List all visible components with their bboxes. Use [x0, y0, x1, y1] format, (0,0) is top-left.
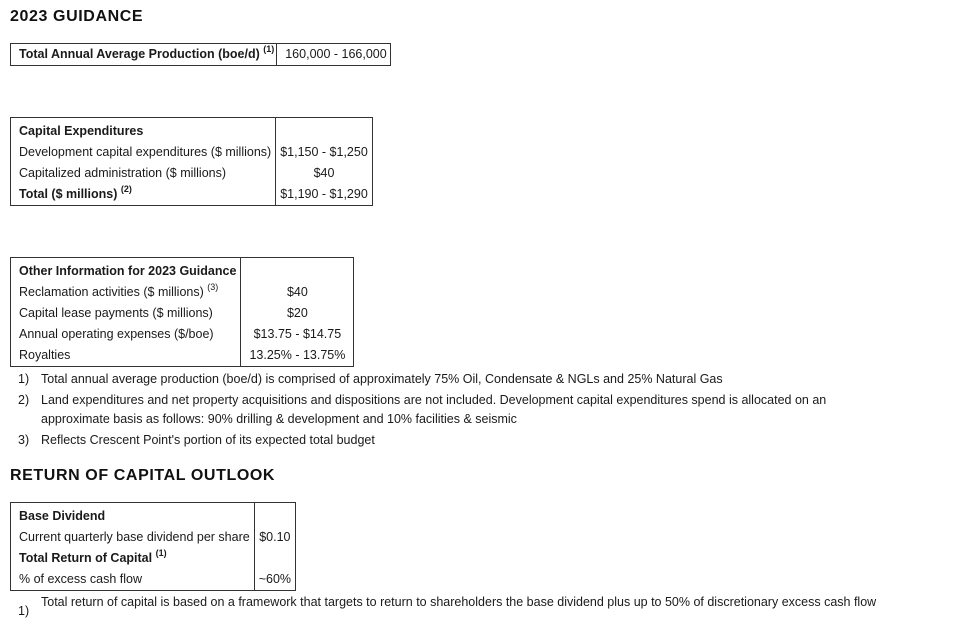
capex-header-value [276, 118, 373, 143]
production-table [10, 43, 391, 66]
other-info-header-value [241, 258, 354, 283]
capex-row-value: $40 [276, 163, 373, 184]
lease-value: $20 [241, 303, 354, 324]
excess-cash-flow-label: % of excess cash flow [19, 572, 142, 586]
capex-row-label: Development capital expenditures ($ millions) [19, 145, 272, 159]
base-dividend-header-value [254, 503, 295, 528]
royalties-value: 13.25% - 13.75% [241, 345, 354, 367]
capex-row-value: $1,150 - $1,250 [276, 142, 373, 163]
return-table [10, 502, 296, 591]
capex-header: Capital Expenditures [19, 124, 144, 138]
other-info-header: Other Information for 2023 Guidance [19, 264, 237, 278]
lease-label: Capital lease payments ($ millions) [19, 306, 213, 320]
other-info-table [10, 257, 354, 367]
total-return-note: (1) [155, 548, 167, 558]
return-footnotes [10, 593, 905, 618]
footnote: 3) Reflects Crescent Point's portion of its expected total budget [18, 433, 375, 447]
footnote: 1) Total annual average production (boe/d) is comprised of approximately 75% Oil, Condensate & NGLs and 25% Natural Gas [18, 372, 723, 386]
opex-label: Annual operating expenses ($/boe) [19, 327, 214, 341]
total-return-header: Total Return of Capital $^{(1)}$ [19, 548, 167, 565]
footnote: 2) Land expenditures and net property acquisitions and dispositions are not included. Development capital expenditures spend is allocated on an approximate basis as follows: 90% drilling & development and 10% facilities & seismic [18, 393, 827, 426]
production-value: 160,000 - 166,000 [277, 44, 390, 66]
production-note: (1) [263, 44, 275, 54]
footnote: 1) Total return of capital is based on a framework that targets to return to shareholders the base dividend plus up to 50% of discretionary excess cash flow [18, 595, 877, 618]
excess-cash-flow-value: ~60% [254, 569, 295, 591]
base-dividend-label: Current quarterly base dividend per share [19, 530, 250, 544]
capex-table [10, 117, 373, 206]
royalties-label: Royalties [19, 348, 71, 362]
opex-value: $13.75 - $14.75 [241, 324, 354, 345]
base-dividend-header: Base Dividend [19, 509, 106, 523]
total-return-header-value [254, 548, 295, 569]
capex-total-label: Total ($ millions) $^{(2)}$ [19, 184, 132, 201]
guidance-footnotes [10, 370, 890, 452]
capex-total-value: $1,190 - $1,290 [276, 184, 373, 206]
production-label: Total Annual Average Production (boe/d) $^{(1)}$ [19, 44, 275, 61]
capex-row-label: Capitalized administration ($ millions) [19, 166, 227, 180]
reclamation-label: Reclamation activities ($ millions) $^{(3)}$ [19, 282, 219, 299]
capex-total-note: (2) [120, 184, 132, 194]
reclamation-value: $40 [241, 282, 354, 303]
base-dividend-value: $0.10 [254, 527, 295, 548]
reclamation-note: (3) [207, 282, 219, 292]
return-title: RETURN OF CAPITAL OUTLOOK [10, 467, 276, 484]
guidance-title: 2023 GUIDANCE [10, 8, 144, 25]
